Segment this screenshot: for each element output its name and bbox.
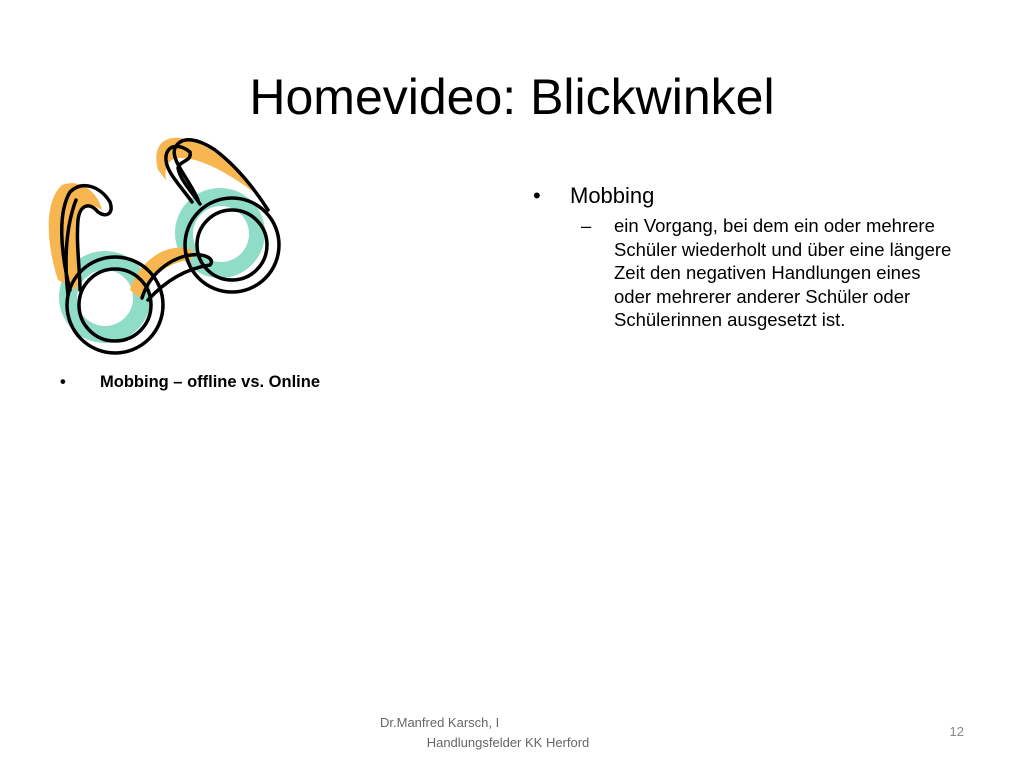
bullet-marker: • [60, 373, 66, 391]
left-bullet-text: Mobbing – offline vs. Online [100, 373, 321, 391]
footer-author: Dr.Manfred Karsch, I [380, 715, 500, 730]
footer-org: Handlungsfelder KK Herford [426, 735, 590, 750]
left-bullet-item [60, 371, 320, 393]
slide-title: Homevideo: Blickwinkel [249, 69, 775, 125]
sub-bullet-marker: – [581, 215, 592, 236]
page-number: 12 [949, 724, 964, 739]
bullet-heading: Mobbing [570, 183, 655, 208]
footer [372, 713, 644, 753]
bullet-item-mobbing [533, 181, 973, 211]
bullet-marker: • [533, 183, 541, 208]
sub-bullet-item [581, 214, 973, 332]
sub-bullet-text: ein Vorgang, bei dem ein oder mehrere Schüler wiederholt und über eine längere Zeit den negativen Handlungen eines oder mehrerer anderer Schüler oder Schülerinnen ausgesetzt ist. [614, 215, 952, 330]
right-bullet-list [533, 181, 973, 332]
glasses-icon [40, 130, 290, 365]
